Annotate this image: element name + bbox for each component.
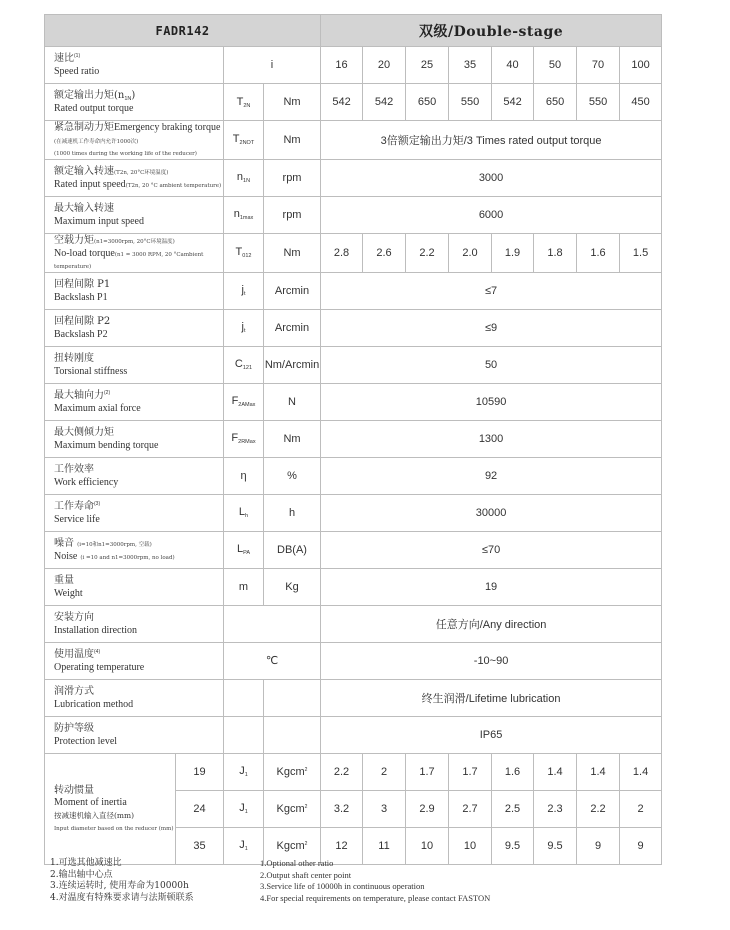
protection-value: IP65 bbox=[321, 716, 662, 753]
row-installation bbox=[45, 605, 662, 642]
axial-force-value: 10590 bbox=[321, 383, 662, 420]
torque-cell: 550 bbox=[449, 84, 492, 121]
footnote: 1.Optional other ratio bbox=[260, 858, 334, 868]
protection-label: 防护等级 Protection level bbox=[45, 716, 224, 753]
inertia-cell: 12 bbox=[321, 827, 363, 864]
inertia-cell: 9 bbox=[620, 827, 662, 864]
inertia-cell: 3 bbox=[363, 790, 406, 827]
header-row bbox=[45, 15, 662, 47]
noload-torque-label: 空载力矩(n1=3000rpm, 20°C环境温度) No-load torque(n1 = 3000 RPM, 20 °Cambient temperature) bbox=[45, 233, 224, 272]
footnotes-english bbox=[260, 858, 490, 904]
axial-force-label: 最大轴向力$^{(2)}$ Maximum axial force bbox=[45, 383, 224, 420]
efficiency-label: 工作效率 Work efficiency bbox=[45, 457, 224, 494]
torque-cell: 650 bbox=[406, 84, 449, 121]
efficiency-value: 92 bbox=[321, 457, 662, 494]
weight-unit: Kg bbox=[264, 568, 321, 605]
inertia-diameter: 35 bbox=[176, 827, 224, 864]
row-backlash-p1 bbox=[45, 272, 662, 309]
efficiency-unit: % bbox=[264, 457, 321, 494]
ratio-symbol: i bbox=[224, 47, 321, 84]
row-max-speed bbox=[45, 196, 662, 233]
inertia-cell: 2.3 bbox=[534, 790, 577, 827]
torque-cell: 550 bbox=[577, 84, 620, 121]
max-speed-symbol: $n_{1max}$ bbox=[224, 196, 264, 233]
stiffness-unit: Nm/Arcmin bbox=[264, 346, 321, 383]
service-life-unit: h bbox=[264, 494, 321, 531]
installation-value: 任意方向/Any direction bbox=[321, 605, 662, 642]
inertia-cell: 1.7 bbox=[406, 753, 449, 790]
installation-label: 安装方向 Installation direction bbox=[45, 605, 224, 642]
row-braking-torque bbox=[45, 121, 662, 160]
inertia-label: 转动惯量 Moment of inertia 按减速机输入直径(mm) Input diameter based on the reducer (mm) bbox=[45, 753, 176, 864]
inertia-diameter: 24 bbox=[176, 790, 224, 827]
noload-cell: 1.8 bbox=[534, 233, 577, 272]
row-weight bbox=[45, 568, 662, 605]
inertia-cell: 9.5 bbox=[534, 827, 577, 864]
footnotes-chinese bbox=[50, 858, 194, 904]
backlash-p1-label: 回程间隙 P1 Backslash P1 bbox=[45, 272, 224, 309]
inertia-cell: 2 bbox=[363, 753, 406, 790]
row-noload-torque bbox=[45, 233, 662, 272]
service-life-symbol: $L_h$ bbox=[224, 494, 264, 531]
axial-force-symbol: $F_{2AMax}$ bbox=[224, 383, 264, 420]
input-speed-symbol: $n_{1N}$ bbox=[224, 159, 264, 196]
row-torsional-stiffness bbox=[45, 346, 662, 383]
temperature-value: -10~90 bbox=[321, 642, 662, 679]
input-speed-value: 3000 bbox=[321, 159, 662, 196]
footnote: 4.对温度有特殊要求请与法斯顿联系 bbox=[50, 892, 194, 903]
temperature-unit: ℃ bbox=[224, 642, 321, 679]
lubrication-label: 润滑方式 Lubrication method bbox=[45, 679, 224, 716]
inertia-cell: 9 bbox=[577, 827, 620, 864]
stage-title: 双级/Double-stage bbox=[321, 15, 662, 47]
row-backlash-p2 bbox=[45, 309, 662, 346]
inertia-cell: 2 bbox=[620, 790, 662, 827]
row-input-speed bbox=[45, 159, 662, 196]
ratio-cell: 25 bbox=[406, 47, 449, 84]
efficiency-symbol: η bbox=[224, 457, 264, 494]
inertia-unit: Kgcm$^2$ bbox=[264, 790, 321, 827]
row-speed-ratio bbox=[45, 47, 662, 84]
backlash-p2-unit: Arcmin bbox=[264, 309, 321, 346]
backlash-p1-value: ≤7 bbox=[321, 272, 662, 309]
noload-cell: 2.8 bbox=[321, 233, 363, 272]
inertia-cell: 1.6 bbox=[492, 753, 534, 790]
noload-torque-unit: Nm bbox=[264, 233, 321, 272]
max-speed-unit: rpm bbox=[264, 196, 321, 233]
backlash-p2-value: ≤9 bbox=[321, 309, 662, 346]
backlash-p2-label: 回程间隙 P2 Backslash P2 bbox=[45, 309, 224, 346]
noload-cell: 2.0 bbox=[449, 233, 492, 272]
row-axial-force bbox=[45, 383, 662, 420]
bending-torque-unit: Nm bbox=[264, 420, 321, 457]
row-temperature bbox=[45, 642, 662, 679]
row-rated-torque bbox=[45, 84, 662, 121]
torque-cell: 450 bbox=[620, 84, 662, 121]
noload-torque-symbol: $T_{012}$ bbox=[224, 233, 264, 272]
inertia-cell: 2.9 bbox=[406, 790, 449, 827]
stiffness-value: 50 bbox=[321, 346, 662, 383]
bending-torque-symbol: $F_{2RMax}$ bbox=[224, 420, 264, 457]
ratio-cell: 50 bbox=[534, 47, 577, 84]
torque-cell: 542 bbox=[492, 84, 534, 121]
inertia-symbol: $J_1$ bbox=[224, 790, 264, 827]
footnote: 3.Service life of 10000h in continuous operation bbox=[260, 881, 425, 892]
inertia-symbol: $J_1$ bbox=[224, 753, 264, 790]
installation-blank bbox=[224, 605, 321, 642]
rated-torque-unit: Nm bbox=[264, 84, 321, 121]
inertia-cell: 1.4 bbox=[534, 753, 577, 790]
stiffness-symbol: $C_{121}$ bbox=[224, 346, 264, 383]
row-service-life bbox=[45, 494, 662, 531]
noise-label: 噪音 (i=10和n1=3000rpm, 空载) Noise (i =10 and n1=3000rpm, no load) bbox=[45, 531, 224, 568]
lubrication-value: 终生润滑/Lifetime lubrication bbox=[321, 679, 662, 716]
inertia-cell: 2.2 bbox=[577, 790, 620, 827]
stiffness-label: 扭转刚度 Torsional stiffness bbox=[45, 346, 224, 383]
inertia-cell: 3.2 bbox=[321, 790, 363, 827]
ratio-cell: 16 bbox=[321, 47, 363, 84]
rated-torque-symbol: $T_{2N}$ bbox=[224, 84, 264, 121]
torque-cell: 542 bbox=[321, 84, 363, 121]
inertia-cell: 1.4 bbox=[577, 753, 620, 790]
noload-cell: 1.9 bbox=[492, 233, 534, 272]
model-name: FADR142 bbox=[45, 15, 321, 47]
noload-cell: 1.6 bbox=[577, 233, 620, 272]
inertia-cell: 2.2 bbox=[321, 753, 363, 790]
lubrication-blank bbox=[264, 679, 321, 716]
protection-blank bbox=[224, 716, 264, 753]
rated-torque-label: 额定输出力矩$(n_{1N})$ Rated output torque bbox=[45, 84, 224, 121]
weight-label: 重量 Weight bbox=[45, 568, 224, 605]
braking-torque-label: 紧急制动力矩Emergency braking torque (在减速机工作寿命内允许1000次) (1000 times during the working life of the reducer) bbox=[45, 121, 224, 160]
ratio-cell: 70 bbox=[577, 47, 620, 84]
ratio-cell: 35 bbox=[449, 47, 492, 84]
noload-cell: 1.5 bbox=[620, 233, 662, 272]
temperature-label: 使用温度$^{(4)}$ Operating temperature bbox=[45, 642, 224, 679]
protection-blank bbox=[264, 716, 321, 753]
inertia-cell: 1.4 bbox=[620, 753, 662, 790]
service-life-label: 工作寿命$^{(3)}$ Service life bbox=[45, 494, 224, 531]
inertia-symbol: $J_1$ bbox=[224, 827, 264, 864]
footnote: 4.For special requirements on temperature, please contact FASTON bbox=[260, 892, 491, 903]
braking-torque-symbol: $T_{2NOT}$ bbox=[224, 121, 264, 160]
input-speed-unit: rpm bbox=[264, 159, 321, 196]
inertia-cell: 2.7 bbox=[449, 790, 492, 827]
ratio-cell: 100 bbox=[620, 47, 662, 84]
footnote: 3.连续运转时, 使用寿命为10000h bbox=[50, 881, 189, 892]
braking-torque-unit: Nm bbox=[264, 121, 321, 160]
inertia-cell: 10 bbox=[449, 827, 492, 864]
backlash-p1-symbol: $j_t$ bbox=[224, 272, 264, 309]
service-life-value: 30000 bbox=[321, 494, 662, 531]
row-bending-torque bbox=[45, 420, 662, 457]
braking-torque-value: 3倍额定输出力矩/3 Times rated output torque bbox=[321, 121, 662, 160]
axial-force-unit: N bbox=[264, 383, 321, 420]
noise-symbol: $L_{PA}$ bbox=[224, 531, 264, 568]
spec-table bbox=[44, 14, 662, 865]
noload-cell: 2.2 bbox=[406, 233, 449, 272]
max-speed-value: 6000 bbox=[321, 196, 662, 233]
speed-ratio-label: 速比$^{(1)}$ Speed ratio bbox=[45, 47, 224, 84]
noload-cell: 2.6 bbox=[363, 233, 406, 272]
inertia-unit: Kgcm$^2$ bbox=[264, 753, 321, 790]
inertia-unit: Kgcm$^2$ bbox=[264, 827, 321, 864]
backlash-p2-symbol: $j_t$ bbox=[224, 309, 264, 346]
footnote: 1.可选其他减速比 bbox=[50, 858, 122, 868]
ratio-cell: 20 bbox=[363, 47, 406, 84]
weight-value: 19 bbox=[321, 568, 662, 605]
footnote: 2.Output shaft center point bbox=[260, 869, 352, 880]
bending-torque-value: 1300 bbox=[321, 420, 662, 457]
noise-value: ≤70 bbox=[321, 531, 662, 568]
max-speed-label: 最大输入转速 Maximum input speed bbox=[45, 196, 224, 233]
inertia-cell: 10 bbox=[406, 827, 449, 864]
row-inertia bbox=[45, 753, 662, 790]
inertia-diameter: 19 bbox=[176, 753, 224, 790]
row-efficiency bbox=[45, 457, 662, 494]
bending-torque-label: 最大侧倾力矩 Maximum bending torque bbox=[45, 420, 224, 457]
footnote: 2.输出轴中心点 bbox=[50, 869, 113, 880]
inertia-cell: 2.5 bbox=[492, 790, 534, 827]
weight-symbol: m bbox=[224, 568, 264, 605]
inertia-cell: 9.5 bbox=[492, 827, 534, 864]
input-speed-label: 额定输入转速(T2n, 20°C环境温度) Rated input speed(T2n, 20 °C ambient temperature) bbox=[45, 159, 224, 196]
torque-cell: 542 bbox=[363, 84, 406, 121]
inertia-cell: 11 bbox=[363, 827, 406, 864]
row-protection bbox=[45, 716, 662, 753]
noise-unit: DB(A) bbox=[264, 531, 321, 568]
torque-cell: 650 bbox=[534, 84, 577, 121]
lubrication-blank bbox=[224, 679, 264, 716]
row-lubrication bbox=[45, 679, 662, 716]
row-noise bbox=[45, 531, 662, 568]
backlash-p1-unit: Arcmin bbox=[264, 272, 321, 309]
inertia-cell: 1.7 bbox=[449, 753, 492, 790]
ratio-cell: 40 bbox=[492, 47, 534, 84]
